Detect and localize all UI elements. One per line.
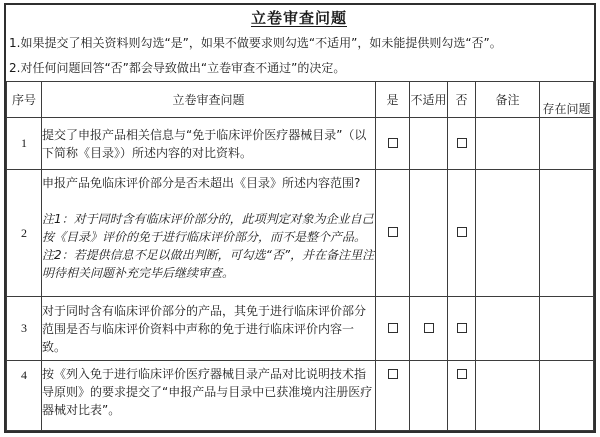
row-number: 2 — [7, 170, 42, 297]
table-row — [7, 297, 594, 361]
remark-cell — [476, 170, 540, 297]
no-cell — [448, 297, 476, 361]
remark-cell — [476, 361, 540, 431]
header-remark: 备注 — [476, 82, 540, 118]
document-frame — [4, 3, 596, 433]
issue-cell — [540, 118, 594, 170]
na-cell — [410, 361, 448, 431]
na-cell — [410, 170, 448, 297]
yes-cell — [376, 361, 410, 431]
remark-cell — [476, 297, 540, 361]
remark-cell — [476, 118, 540, 170]
checkbox-yes[interactable] — [388, 227, 398, 237]
checkbox-no[interactable] — [457, 227, 467, 237]
yes-cell — [376, 118, 410, 170]
checkbox-yes[interactable] — [388, 323, 398, 333]
yes-cell — [376, 170, 410, 297]
na-cell — [410, 297, 448, 361]
instruction-note-1: 1.如果提交了相关资料则勾选“是”，如果不做要求则勾选“不适用”，如未能提供则勾选“否”。 — [9, 36, 502, 50]
row-number: 1 — [7, 118, 42, 170]
no-cell — [448, 361, 476, 431]
table-row — [7, 170, 594, 297]
header-yes: 是 — [376, 82, 410, 118]
no-cell — [448, 118, 476, 170]
row-number: 4 — [7, 361, 42, 431]
header-seq: 序号 — [7, 82, 42, 118]
intro-block — [6, 5, 594, 81]
question-note-1: 注1：对于同时含有临床评价部分的，此项判定对象为企业自己按《目录》评价的免于进行临床评价部分，而不是整个产品。 — [42, 212, 374, 244]
question-note-2: 注2：若提供信息不足以做出判断，可勾选“否”，并在备注里注明待相关问题补充完毕后继续审查。 — [42, 248, 375, 280]
no-cell — [448, 170, 476, 297]
table-row — [7, 118, 594, 170]
header-question: 立卷审查问题 — [42, 82, 376, 118]
checkbox-no[interactable] — [457, 323, 467, 333]
question-text: 申报产品免临床评价部分是否未超出《目录》所述内容范围? — [42, 176, 361, 190]
page-title: 立卷审查问题 — [250, 9, 347, 27]
review-table — [6, 81, 594, 431]
checkbox-yes[interactable] — [388, 138, 398, 148]
header-issue: 存在问题 — [540, 82, 594, 118]
checkbox-no[interactable] — [457, 138, 467, 148]
issue-cell — [540, 297, 594, 361]
issue-cell — [540, 361, 594, 431]
header-row — [7, 82, 594, 118]
question-text: 对于同时含有临床评价部分的产品，其免于进行临床评价部分范围是否与临床评价资料中声称的免于进行临床评价内容一致。 — [42, 303, 367, 354]
row-number: 3 — [7, 297, 42, 361]
question-cell — [42, 118, 376, 170]
issue-cell — [540, 170, 594, 297]
header-na: 不适用 — [410, 82, 448, 118]
question-text: 按《列入免于进行临床评价医疗器械目录产品对比说明技术指导原则》的要求提交了“申报产品与目录中已获准境内注册医疗器械对比表”。 — [42, 367, 373, 417]
question-text: 提交了申报产品相关信息与“免于临床评价医疗器械目录”（以下简称《目录》）所述内容的对比资料。 — [42, 127, 367, 160]
checkbox-no[interactable] — [457, 369, 467, 379]
question-cell — [42, 361, 376, 431]
yes-cell — [376, 297, 410, 361]
header-no: 否 — [448, 82, 476, 118]
question-cell — [42, 170, 376, 297]
na-cell — [410, 118, 448, 170]
question-cell — [42, 297, 376, 361]
checkbox-yes[interactable] — [388, 369, 398, 379]
table-row — [7, 361, 594, 431]
instruction-note-2: 2.对任何问题回答“否”都会导致做出“立卷审查不通过”的决定。 — [9, 61, 346, 75]
checkbox-na[interactable] — [424, 323, 434, 333]
